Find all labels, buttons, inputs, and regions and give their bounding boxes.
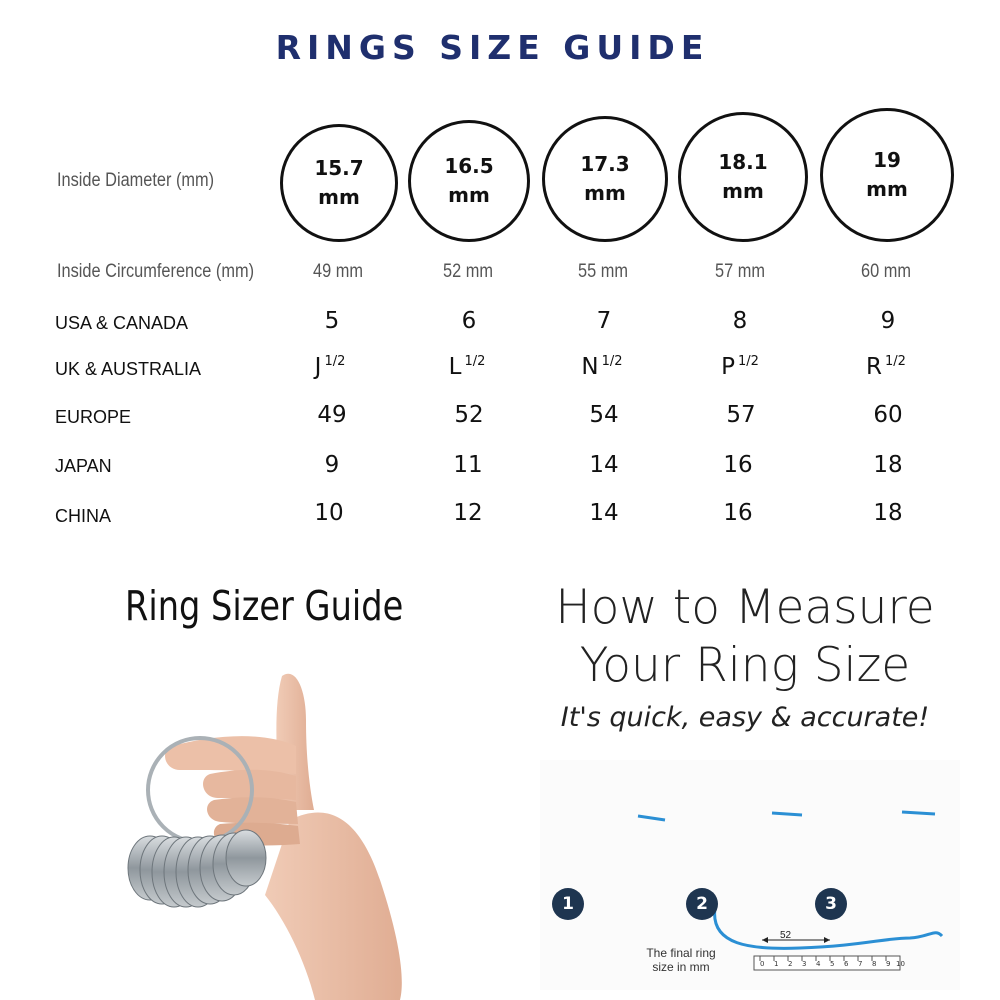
uk-size xyxy=(826,354,946,380)
diameter-value: 19 xyxy=(873,148,901,172)
diameter-unit: mm xyxy=(448,183,490,207)
diameter-value: 18.1 xyxy=(718,150,768,174)
row-label-circumference: Inside Circumference (mm) xyxy=(57,261,255,282)
final-size-label-line1: The final ring xyxy=(646,946,716,960)
step-1-badge: 1 xyxy=(552,888,584,920)
diameter-circle xyxy=(820,108,954,242)
ruler-numbers xyxy=(756,960,905,970)
row-label-usa: USA & CANADA xyxy=(55,313,189,333)
uk-size-letter: L xyxy=(448,354,462,380)
diameter-unit: mm xyxy=(866,177,908,201)
ruler-tick-label: 4 xyxy=(816,960,821,968)
usa-size: 5 xyxy=(324,308,340,334)
europe-size: 54 xyxy=(589,402,619,428)
sizer-title: Ring Sizer Guide xyxy=(125,582,404,630)
ruler-tick-label: 9 xyxy=(886,960,891,968)
step-3-badge: 3 xyxy=(815,888,847,920)
measure-subtitle: It's quick, easy & accurate! xyxy=(560,702,930,733)
diameter-unit: mm xyxy=(318,185,360,209)
page-title: RINGS SIZE GUIDE xyxy=(275,28,710,67)
uk-size-fraction: 1/2 xyxy=(737,354,759,369)
row-label-japan: JAPAN xyxy=(55,456,112,476)
europe-size: 60 xyxy=(873,402,903,428)
uk-size xyxy=(680,354,800,380)
diameter-unit: mm xyxy=(722,179,764,203)
row-label-uk: UK & AUSTRALIA xyxy=(55,359,202,379)
europe-size: 52 xyxy=(454,402,484,428)
japan-size: 11 xyxy=(453,452,483,478)
uk-size-letter: R xyxy=(866,354,883,380)
circumference-value: 52 mm xyxy=(443,261,493,282)
row-label-diameter: Inside Diameter (mm) xyxy=(57,170,215,191)
uk-size-letter: J xyxy=(314,354,322,380)
uk-size-fraction: 1/2 xyxy=(324,354,346,369)
ruler-tick-label: 5 xyxy=(830,960,835,968)
row-label-europe: EUROPE xyxy=(55,407,132,427)
ring-sizer-photo xyxy=(100,650,500,1000)
ruler-tick-label: 0 xyxy=(760,960,765,968)
china-size: 12 xyxy=(453,500,483,526)
japan-size: 18 xyxy=(873,452,903,478)
measure-title-line1: How to Measure xyxy=(555,580,935,635)
europe-size: 57 xyxy=(726,402,756,428)
diameter-value: 15.7 xyxy=(314,156,364,180)
ruler-tick-label: 8 xyxy=(872,960,877,968)
row-label-china: CHINA xyxy=(55,506,112,526)
uk-size-fraction: 1/2 xyxy=(601,354,623,369)
china-size: 10 xyxy=(314,500,344,526)
diameter-circle xyxy=(542,116,668,242)
length-label: 52 xyxy=(780,930,792,941)
measure-title-line2: Your Ring Size xyxy=(579,638,911,693)
circumference-value: 55 mm xyxy=(578,261,628,282)
ruler-tick-label: 2 xyxy=(788,960,793,968)
europe-size: 49 xyxy=(317,402,347,428)
uk-size xyxy=(542,354,662,380)
ruler-tick-label: 7 xyxy=(858,960,863,968)
uk-size-fraction: 1/2 xyxy=(885,354,906,369)
diameter-value: 17.3 xyxy=(580,152,630,176)
ruler-tick-label: 6 xyxy=(844,960,849,968)
diameter-circle xyxy=(280,124,398,242)
ruler-tick-label: 1 xyxy=(774,960,779,968)
usa-size: 6 xyxy=(461,308,477,334)
usa-size: 9 xyxy=(880,308,896,334)
china-size: 16 xyxy=(723,500,753,526)
uk-size-letter: P xyxy=(721,354,735,380)
final-size-label-line2: size in mm xyxy=(652,960,710,974)
china-size: 18 xyxy=(873,500,903,526)
ruler-tick-label: 10 xyxy=(896,960,905,968)
usa-size: 7 xyxy=(596,308,612,334)
diameter-unit: mm xyxy=(584,181,626,205)
china-size: 14 xyxy=(589,500,619,526)
uk-size-letter: N xyxy=(581,354,599,380)
japan-size: 14 xyxy=(589,452,619,478)
uk-size-fraction: 1/2 xyxy=(464,354,486,369)
diameter-circle xyxy=(408,120,530,242)
ruler-tick-label: 3 xyxy=(802,960,807,968)
japan-size: 16 xyxy=(723,452,753,478)
step-2-badge: 2 xyxy=(686,888,718,920)
diameter-circle xyxy=(678,112,808,242)
final-size-label xyxy=(636,946,726,974)
circumference-value: 49 mm xyxy=(313,261,363,282)
circumference-value: 57 mm xyxy=(715,261,765,282)
circumference-value: 60 mm xyxy=(861,261,911,282)
uk-size xyxy=(407,354,527,380)
usa-size: 8 xyxy=(732,308,748,334)
diameter-value: 16.5 xyxy=(444,154,494,178)
uk-size xyxy=(270,354,390,380)
japan-size: 9 xyxy=(324,452,340,478)
measure-illustration xyxy=(540,760,960,990)
